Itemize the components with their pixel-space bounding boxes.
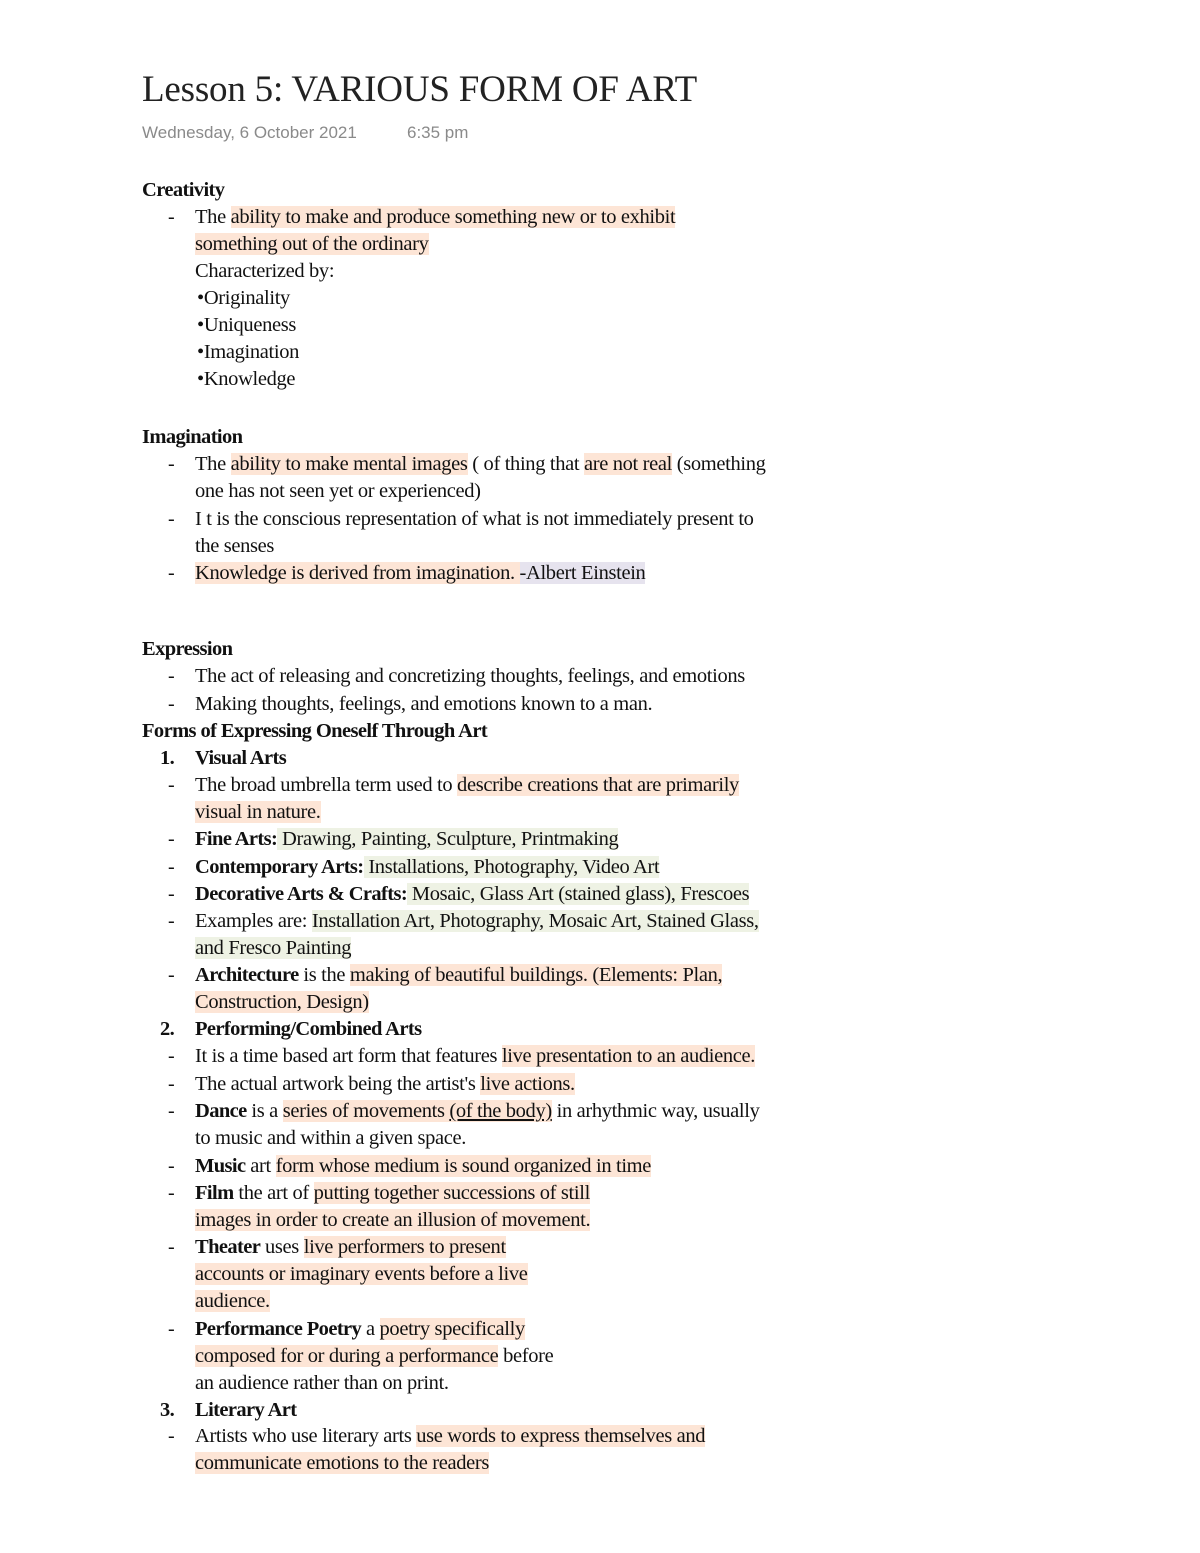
list-item-continuation: Construction, Design)	[195, 991, 369, 1013]
page-title: Lesson 5: VARIOUS FORM OF ART	[142, 69, 697, 110]
trait-item: •Originality	[197, 287, 290, 309]
note-time: 6:35 pm	[407, 123, 469, 142]
list-item-continuation: one has not seen yet or experienced)	[195, 480, 481, 502]
section-heading-creativity: Creativity	[142, 179, 225, 201]
trait-item: •Uniqueness	[197, 314, 296, 336]
dash-bullet: -	[168, 206, 175, 228]
list-item-continuation: accounts or imaginary events before a live	[195, 1263, 528, 1285]
section-heading-imagination: Imagination	[142, 426, 243, 448]
list-item-continuation: images in order to create an illusion of movement.	[195, 1209, 591, 1231]
list-item-continuation: composed for or during a performance before	[195, 1345, 554, 1367]
section-heading-expression: Expression	[142, 638, 233, 660]
note-date: Wednesday, 6 October 2021	[142, 123, 357, 142]
list-item-continuation: visual in nature.	[195, 801, 321, 823]
note-page: Lesson 5: VARIOUS FORM OF ART Wednesday, 6 October 2021 6:35 pm Creativity - The ability to make and produce something new or to exhibit something out of the ordinary Characterized by: •Originality •Uniqueness •Imagination •Knowledge Imagination - The ability to make mental images ( of thing that are not real (something one has not seen yet or experienced) - I t is the conscious representation of what is not immediately present to the senses - Knowledge is derived from imagination. -Albert Einstein Expression - The act of releasing and concretizing thoughts, feelings, and emotions - Making thoughts, feelings, and emotions known to a man. Forms of Expressing Oneself Through Art 1. Visual Arts - The broad umbrella term used to describe creations that are primarily visual in nature. - Fine Arts: Drawing, Painting, Sculpture, Printmaking - Contemporary Arts: Installations, Photography, Video Art - Decorative Arts & Crafts: Mosaic, Glass Art (stained glass), Frescoes - Examples are: Installation Art, Photography, Mosaic Art, Stained Glass, and Fresco Painting - Architecture is the making of beautiful buildings. (Elements: Plan, Construction, Design) 2. Performing/Combined Arts - It is a time based art form that features live presentation to an audience. - The actual artwork being the artist's live actions. - Dance is a series of movements (of the body) in arhythmic way, usually to music and within a given space. - Music art form whose medium is sound organized in time - Film the art of putting together successions of still images in order to create an illusion of movement. - Theater uses live performers to present accounts or imaginary events before a live audience. - Performance Poetry a poetry specifically composed for or during a performance before an audience rather than on print. 3. Literary Art - Artists who use literary arts use words to express themselves and communicate emotions to the readers	[0, 0, 1200, 1553]
quote-author: -Albert Einstein	[519, 562, 646, 584]
section-heading-forms: Forms of Expressing Oneself Through Art	[142, 720, 488, 742]
list-item-continuation: and Fresco Painting	[195, 937, 352, 959]
note-timestamp	[142, 123, 469, 143]
list-item-continuation: the senses	[195, 535, 275, 557]
trait-item: •Imagination	[197, 341, 300, 363]
list-item-continuation: to music and within a given space.	[195, 1127, 467, 1149]
trait-item: •Knowledge	[197, 368, 296, 390]
list-item-continuation: audience.	[195, 1290, 270, 1312]
list-item-continuation: something out of the ordinary	[195, 233, 429, 255]
list-item-continuation: an audience rather than on print.	[195, 1372, 449, 1394]
list-item-continuation: communicate emotions to the readers	[195, 1452, 490, 1474]
characterized-label: Characterized by:	[195, 260, 335, 282]
